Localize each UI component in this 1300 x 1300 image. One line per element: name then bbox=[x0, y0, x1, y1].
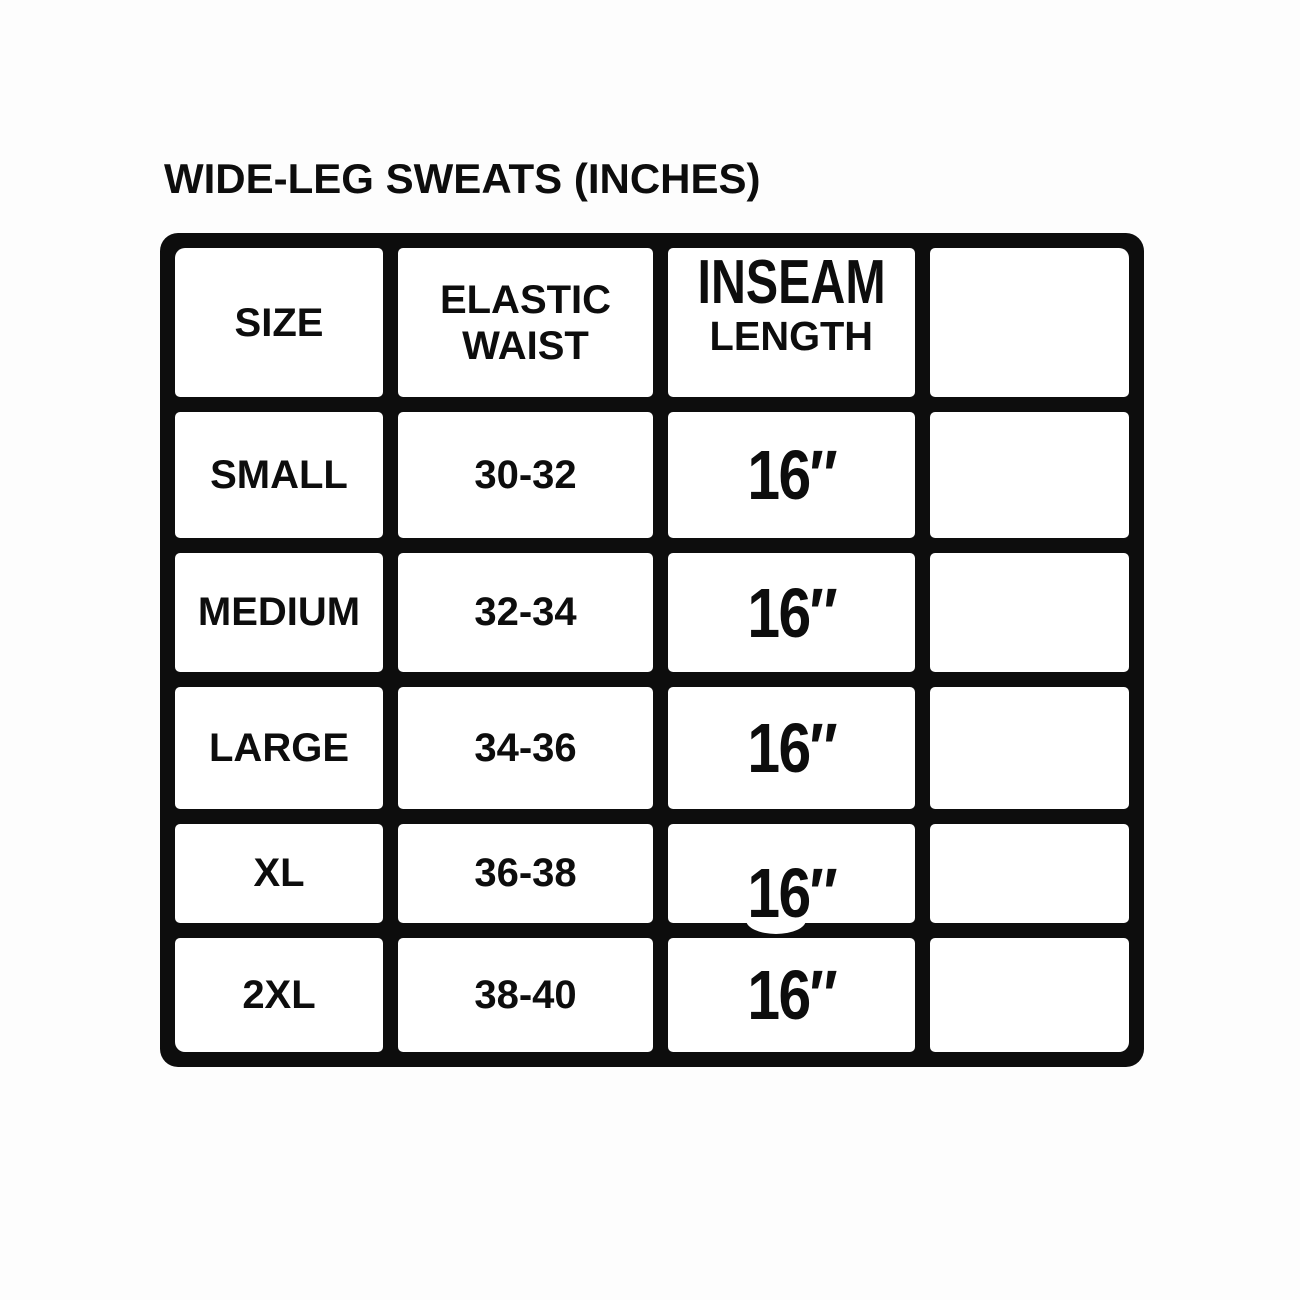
waist-value: 38-40 bbox=[474, 972, 577, 1017]
cell-size-large bbox=[175, 687, 383, 809]
size-value: 2XL bbox=[242, 972, 316, 1017]
header-cell-blank bbox=[930, 248, 1129, 397]
header-inseam-label-line1: INSEAM bbox=[697, 248, 886, 317]
cell-size-medium bbox=[175, 553, 383, 672]
inseam-value: 16″ bbox=[747, 853, 836, 932]
header-inseam-label-line2: LENGTH bbox=[709, 313, 874, 359]
cell-blank-2xl bbox=[930, 938, 1129, 1052]
size-chart-table bbox=[160, 233, 1144, 1067]
size-value: MEDIUM bbox=[197, 590, 361, 634]
cell-inseam-large bbox=[668, 687, 915, 809]
inseam-value: 16″ bbox=[747, 709, 836, 787]
size-value: XL bbox=[253, 851, 305, 895]
header-elastic-label-line1: ELASTIC bbox=[439, 277, 612, 322]
cell-blank-xl bbox=[930, 824, 1129, 923]
cell-blank-large bbox=[930, 687, 1129, 809]
cell-inseam-small bbox=[668, 412, 915, 538]
size-value: LARGE bbox=[209, 725, 349, 770]
page-title: WIDE-LEG SWEATS (INCHES) bbox=[164, 155, 761, 202]
waist-value: 32-34 bbox=[474, 590, 577, 634]
waist-value: 36-38 bbox=[474, 851, 577, 895]
cell-blank-small bbox=[930, 412, 1129, 538]
header-cell-size bbox=[175, 248, 383, 397]
waist-value: 34-36 bbox=[474, 725, 577, 770]
cell-blank-medium bbox=[930, 553, 1129, 672]
inseam-value: 16″ bbox=[747, 573, 836, 652]
cell-inseam-2xl bbox=[668, 938, 915, 1052]
cell-waist-small bbox=[398, 412, 653, 538]
cell-inseam-medium bbox=[668, 553, 915, 672]
header-size-label: SIZE bbox=[234, 300, 324, 345]
size-value: SMALL bbox=[210, 452, 348, 497]
cell-waist-large bbox=[398, 687, 653, 809]
cell-size-small bbox=[175, 412, 383, 538]
inseam-value: 16″ bbox=[747, 436, 836, 514]
inseam-value: 16″ bbox=[747, 956, 836, 1034]
header-elastic-label-line2: WAIST bbox=[462, 323, 589, 368]
cell-waist-2xl bbox=[398, 938, 653, 1052]
header-cell-inseam-length bbox=[668, 248, 915, 397]
cell-size-2xl bbox=[175, 938, 383, 1052]
cell-size-xl bbox=[175, 824, 383, 923]
header-cell-elastic-waist bbox=[398, 248, 653, 397]
cell-waist-medium bbox=[398, 553, 653, 672]
cell-inseam-xl bbox=[668, 824, 915, 932]
cell-waist-xl bbox=[398, 824, 653, 923]
waist-value: 30-32 bbox=[474, 452, 577, 497]
